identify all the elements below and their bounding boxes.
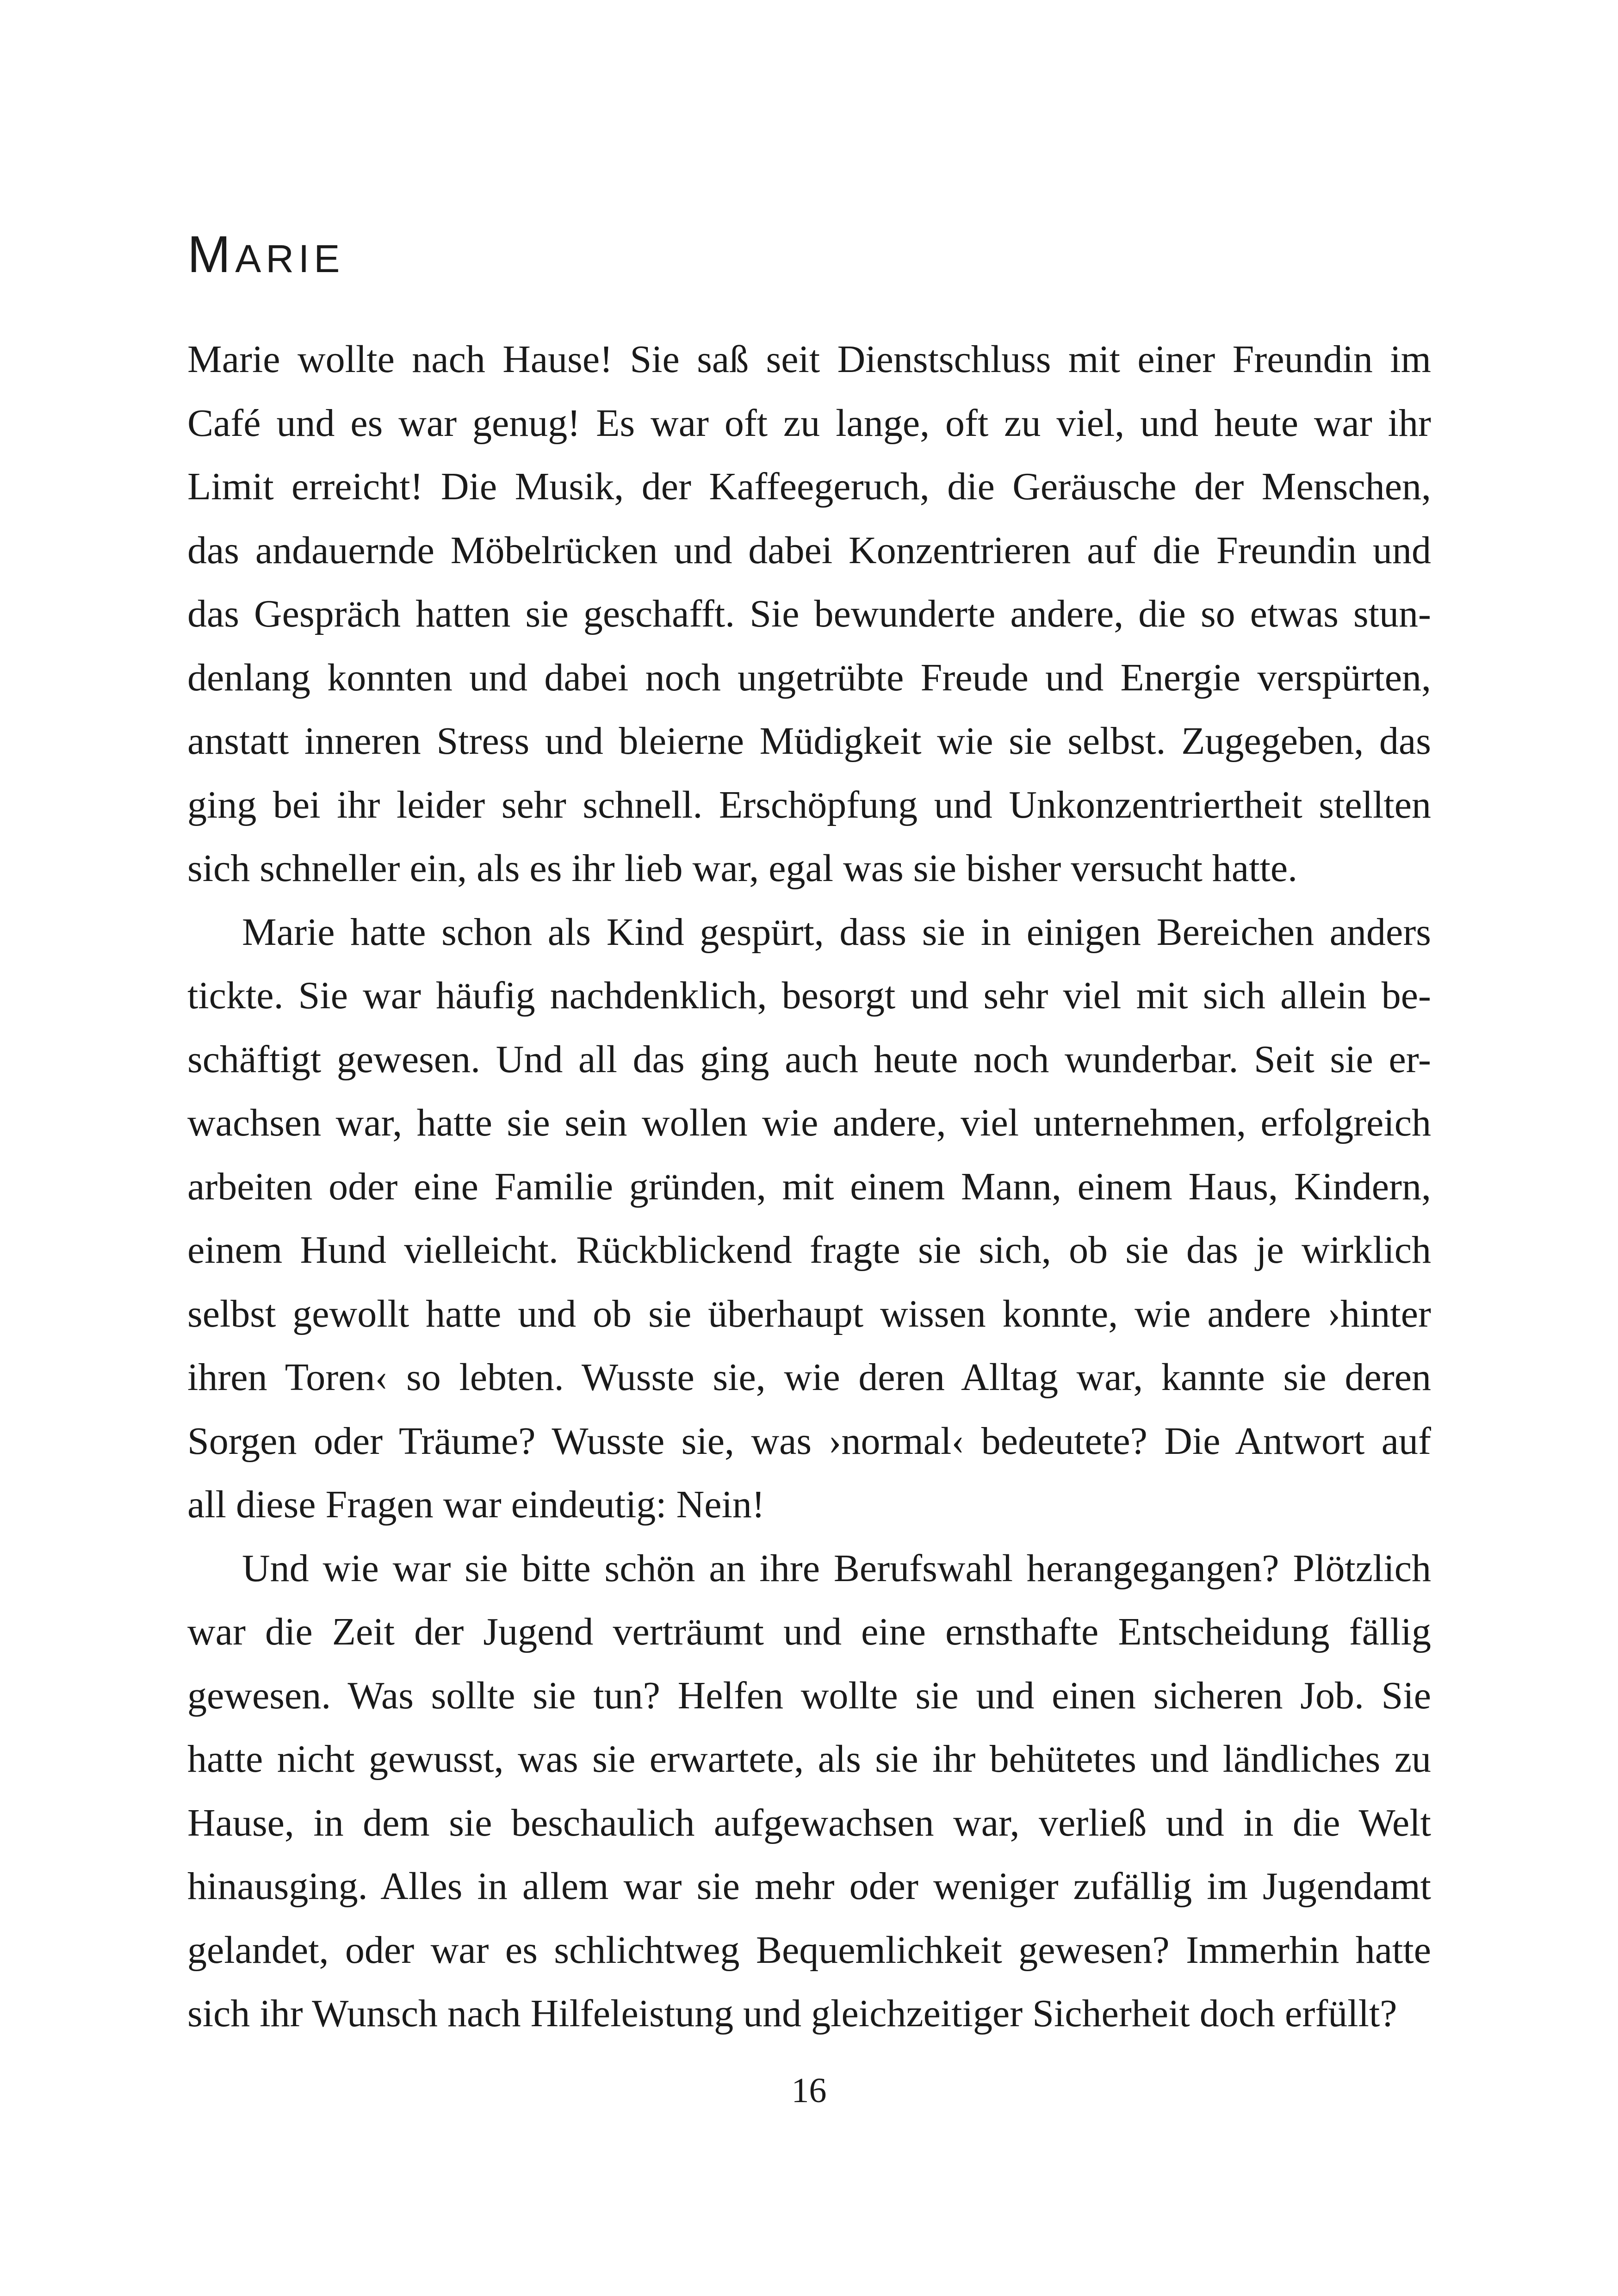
text-line: Café und es war genug! Es war oft zu lange, oft zu viel, und heute war ihr [187, 401, 1431, 445]
paragraph [187, 328, 1431, 900]
text-line: Marie wollte nach Hause! Sie saß seit Dienstschluss mit einer Freundin im [187, 338, 1431, 381]
text-line: Hause, in dem sie beschaulich aufgewachsen war, verließ und in die Welt [187, 1801, 1431, 1844]
text-line: Marie hatte schon als Kind gespürt, dass sie in einigen Bereichen anders [242, 910, 1431, 954]
chapter-title-rest: ARIE [235, 237, 345, 280]
body-text [187, 328, 1431, 2046]
page-number: 16 [791, 2071, 827, 2110]
text-line: Sorgen oder Träume? Wusste sie, was ›normal‹ bedeutete? Die Antwort auf [187, 1419, 1431, 1463]
text-line: gelandet, oder war es schlichtweg Bequemlichkeit gewesen? Immerhin hatte [187, 1928, 1431, 1972]
text-line: das andauernde Möbelrücken und dabei Konzentrieren auf die Freundin und [187, 528, 1431, 572]
text-line: sich ihr Wunsch nach Hilfeleistung und gleichzeitiger Sicherheit doch erfüllt? [187, 1992, 1397, 2035]
text-line: ging bei ihr leider sehr schnell. Erschöpfung und Unkonzentriertheit stellten [187, 783, 1431, 826]
chapter-title [187, 217, 344, 296]
text-line: Limit erreicht! Die Musik, der Kaffeegeruch, die Geräusche der Menschen, [187, 465, 1431, 508]
text-line: ihren Toren‹ so lebten. Wusste sie, wie deren Alltag war, kannte sie deren [187, 1356, 1431, 1399]
paragraph [187, 1537, 1431, 2046]
text-line: selbst gewollt hatte und ob sie überhaupt wissen konnte, wie andere ›hinter [187, 1292, 1431, 1335]
text-line: hinausging. Alles in allem war sie mehr oder weniger zufällig im Jugendamt [187, 1865, 1431, 1908]
text-line: hatte nicht gewusst, was sie erwartete, als sie ihr behütetes und ländliches zu [187, 1738, 1431, 1781]
paragraph [187, 900, 1431, 1537]
text-line: gewesen. Was sollte sie tun? Helfen wollte sie und einen sicheren Job. Sie [187, 1674, 1431, 1717]
text-line: schäftigt gewesen. Und all das ging auch heute noch wunderbar. Seit sie er- [187, 1037, 1431, 1081]
text-line: war die Zeit der Jugend verträumt und eine ernsthafte Entscheidung fällig [187, 1610, 1431, 1653]
text-line: Und wie war sie bitte schön an ihre Berufswahl herangegangen? Plötzlich [242, 1546, 1431, 1590]
text-line: tickte. Sie war häufig nachdenklich, besorgt und sehr viel mit sich allein be- [187, 974, 1431, 1017]
text-line: all diese Fragen war eindeutig: Nein! [187, 1483, 765, 1526]
text-line: anstatt inneren Stress und bleierne Müdigkeit wie sie selbst. Zugegeben, das [187, 720, 1431, 763]
chapter-title-initial: M [187, 225, 236, 283]
text-line: wachsen war, hatte sie sein wollen wie andere, viel unternehmen, erfolgreich [187, 1101, 1431, 1144]
text-line: denlang konnten und dabei noch ungetrübte Freude und Energie verspürten, [187, 656, 1431, 699]
text-line: arbeiten oder eine Familie gründen, mit einem Mann, einem Haus, Kindern, [187, 1165, 1431, 1208]
text-line: einem Hund vielleicht. Rückblickend fragte sie sich, ob sie das je wirklich [187, 1229, 1431, 1272]
text-line: sich schneller ein, als es ihr lieb war, egal was sie bisher versucht hatte. [187, 847, 1298, 890]
text-line: das Gespräch hatten sie geschafft. Sie bewunderte andere, die so etwas stun- [187, 592, 1431, 635]
